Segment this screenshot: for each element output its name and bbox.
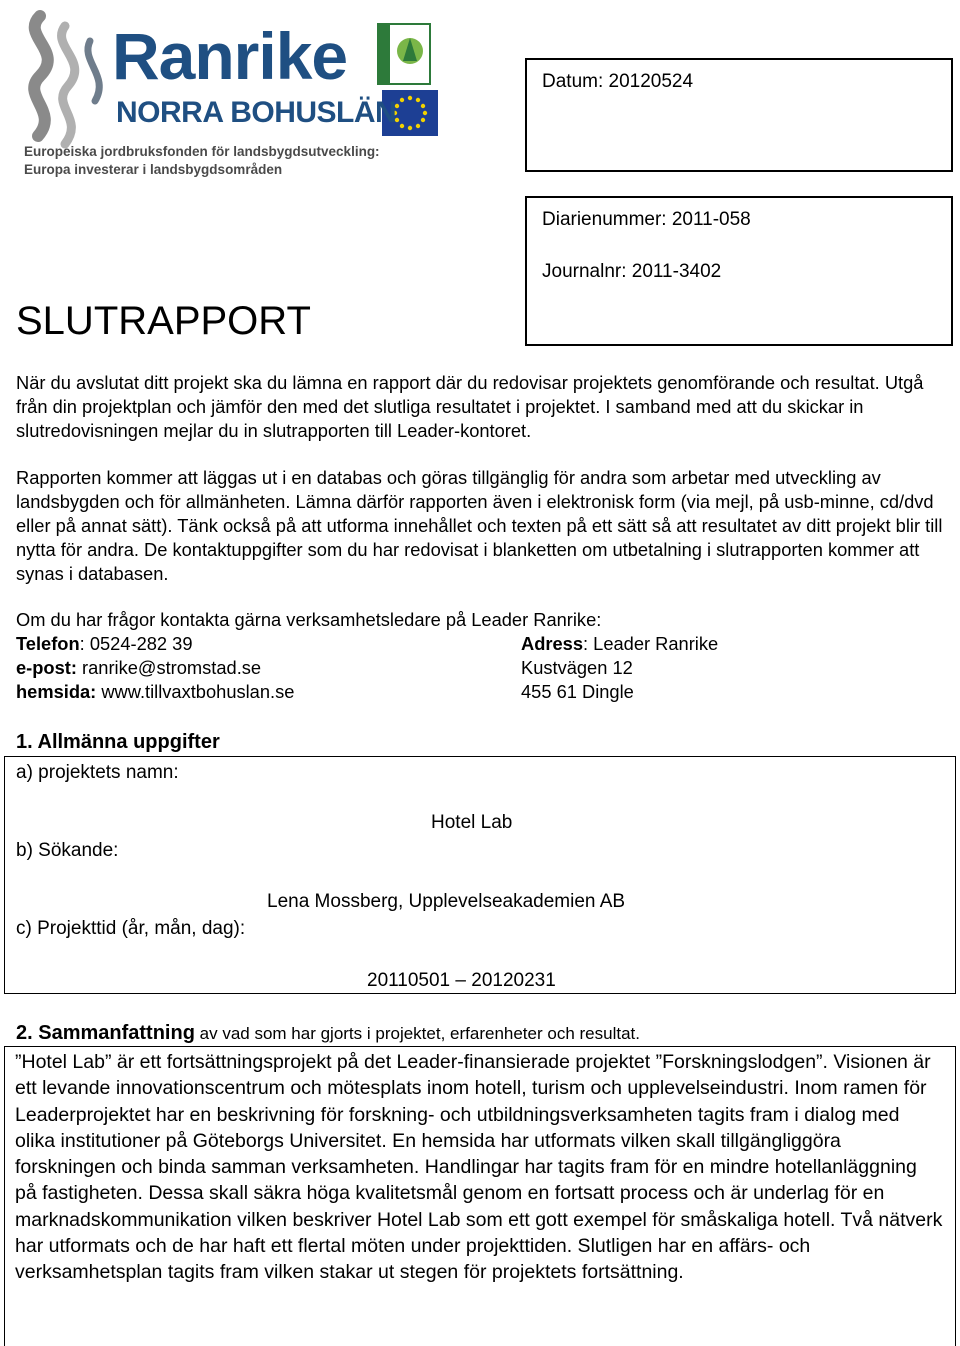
page-title: SLUTRAPPORT: [16, 299, 311, 343]
project-name-label: a) projektets namn:: [16, 762, 179, 783]
email-label: e-post:: [16, 657, 77, 678]
leader-badge-icon: [378, 24, 430, 84]
phone-row: [16, 632, 294, 656]
section1-heading: 1. Allmänna uppgifter: [16, 731, 220, 753]
address-value: : Leader Ranrike: [583, 633, 719, 654]
intro-paragraph-1: När du avslutat ditt projekt ska du lämna en rapport där du redovisar projektets genomförande och resultat. Utgå från din projektplan och jämför den med det slutliga resultatet i projektet. I samband med att du skickar in slutredovisningen mejlar du in slutrapporten till Leader-kontoret.: [16, 372, 924, 441]
contact-heading: Om du har frågor kontakta gärna verksamhetsledare på Leader Ranrike:: [16, 609, 602, 630]
web-row: [16, 680, 294, 704]
fund-line-2: Europa investerar i landsbygdsområden: [24, 162, 283, 177]
date-box: [525, 58, 953, 172]
date-field: Datum: 20120524: [542, 71, 694, 92]
summary-text: ”Hotel Lab” är ett fortsättningsprojekt på det Leader-finansierade projektet ”Forskningslodgen”. Visionen är ett levande innovationscentrum och mötesplats inom hotell, turism och upplevelseindustri. Inom ramen för Leaderprojektet har en beskrivning för forskning- och utbildningsverksamheten tagits fram i dialog med olika institutioner på Göteborgs Universitet. En hemsida har utformats vilken skall tillgängliggöra forskningen och binda samman verksamheten. Handlingar har tagits fram för en mindre hotellanläggning på fastigheten. Dessa skall säkra höga kvalitetsmål genom en fortsatt process och är underlag för en marknadskommunikation vilken beskriver Hotel Lab som ett gott exempel för småskaliga hotell. Två nätverk har utformats och de har haft ett flertal möten under projekttiden. Slutligen har en affärs- och verksamhetsplan tagits fram vilken stakar ut stegen för projektets fortsättning.: [15, 1051, 943, 1284]
ranrike-logo: [10, 6, 440, 182]
address-line-3: 455 61 Dingle: [521, 681, 634, 702]
section2-heading-row: [16, 1021, 640, 1047]
diarienummer-field: Diarienummer: 2011-058: [542, 209, 751, 230]
contact-left-column: [16, 632, 294, 704]
web-label: hemsida:: [16, 681, 97, 702]
web-value: www.tillvaxtbohuslan.se: [96, 681, 295, 702]
intro-paragraph-2: Rapporten kommer att läggas ut i en databas och göras tillgänglig för andra som arbetar med utveckling av landsbygden och för allmänheten. Lämna därför rapporten även i elektronisk form (via mejl, på usb-minne, cd/dvd eller på annat sätt). Tänk också på att utforma innehållet och texten på ett sätt så att resultatet av ditt projekt blir till nytta för andra. De kontaktuppgifter som du har redovisat i blanketten om utbetalning i slutrapporten kommer att synas i databasen.: [16, 467, 943, 584]
fund-line-1: Europeiska jordbruksfonden för landsbygdsutveckling:: [24, 144, 380, 159]
phone-value: : 0524-282 39: [79, 633, 193, 654]
project-name-value: Hotel Lab: [431, 812, 513, 833]
applicant-label: b) Sökande:: [16, 840, 119, 861]
brand-name: Ranrike: [112, 19, 348, 93]
email-row: [16, 656, 294, 680]
reference-box: [525, 196, 953, 346]
address-line-2: Kustvägen 12: [521, 657, 633, 678]
project-period-label: c) Projekttid (år, mån, dag):: [16, 918, 246, 939]
journalnr-field: Journalnr: 2011-3402: [542, 261, 722, 282]
contact-right-column: [521, 632, 718, 704]
section2-heading: 2. Sammanfattning: [16, 1022, 195, 1044]
section1-box: [4, 756, 956, 994]
section2-subheading: av vad som har gjorts i projektet, erfarenheter och resultat.: [194, 1024, 640, 1043]
applicant-value: Lena Mossberg, Upplevelseakademien AB: [267, 891, 626, 912]
email-value: ranrike@stromstad.se: [76, 657, 262, 678]
region-name: NORRA BOHUSLÄN: [116, 96, 397, 129]
address-label: Adress: [521, 633, 583, 654]
address-row: [521, 632, 718, 656]
phone-label: Telefon: [16, 633, 80, 654]
summary-box: [4, 1046, 956, 1346]
project-period-value: 20110501 – 20120231: [367, 970, 556, 991]
